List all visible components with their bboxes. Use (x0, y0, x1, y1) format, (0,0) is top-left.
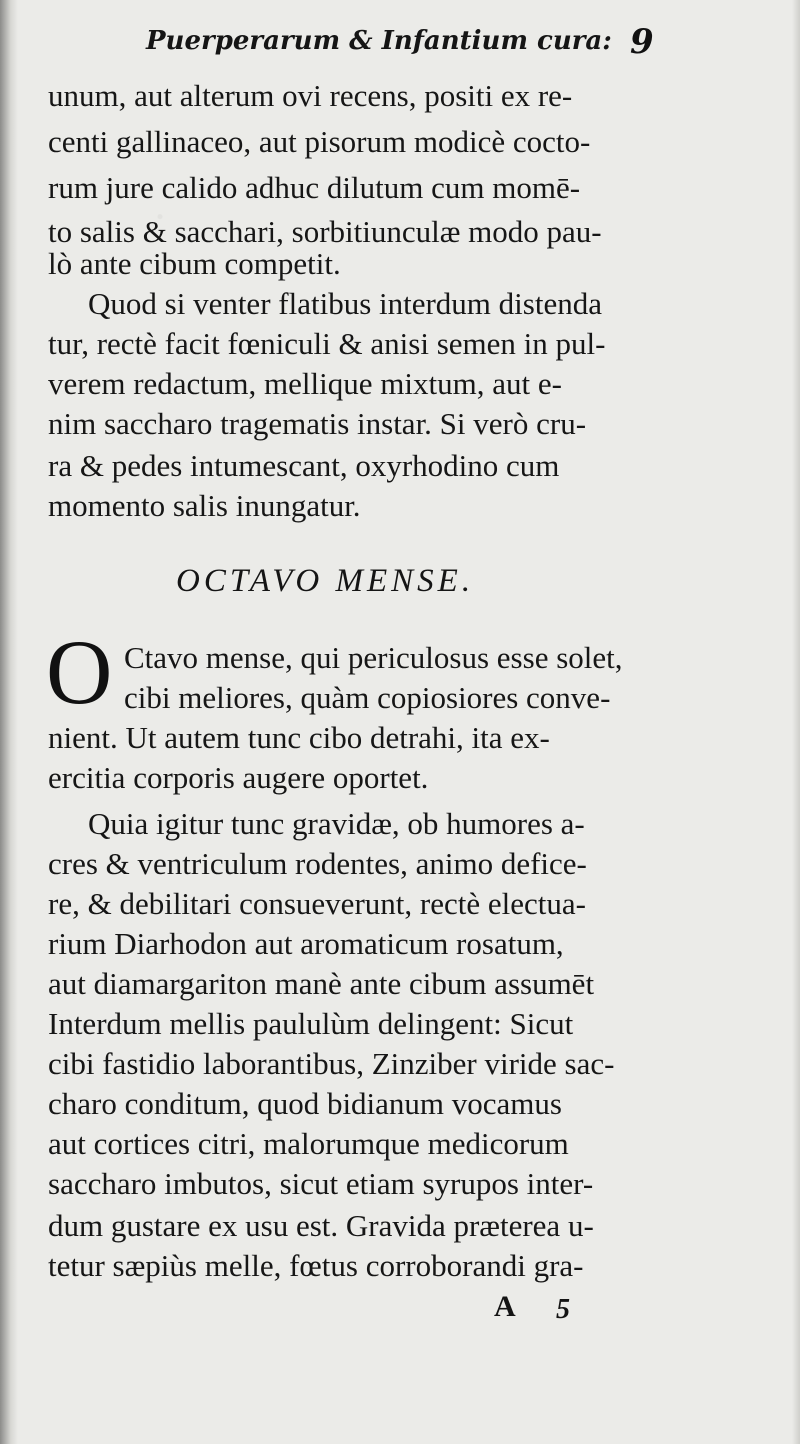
text-line: saccharo imbutos, sicut etiam syrupos inter- (48, 1166, 594, 1201)
section-heading: OCTAVO MENSE. (176, 563, 475, 599)
text-line: nient. Ut autem tunc cibo detrahi, ita ex- (48, 720, 550, 755)
text-line: to salis & sacchari, sorbitiunculæ modo pau- (48, 214, 602, 249)
drop-cap: O (46, 621, 113, 723)
text-line: Ctavo mense, qui periculosus esse solet, (124, 640, 623, 675)
text-line: unum, aut alterum ovi recens, positi ex re- (48, 78, 573, 113)
page-number: 9 (630, 22, 654, 62)
text-line: ra & pedes intumescant, oxyrhodino cum (48, 448, 560, 483)
text-line: momento salis inungatur. (48, 488, 361, 523)
running-head-title: Puerperarum & Infantium cura: (146, 26, 612, 56)
running-head (0, 22, 800, 62)
page-gutter-shadow (0, 0, 18, 1444)
text-line: rium Diarhodon aut aromaticum rosatum, (48, 926, 564, 961)
text-line: lò ante cibum competit. (48, 246, 341, 281)
text-line: charo conditum, quod bidianum vocamus (48, 1086, 562, 1121)
text-line: cres & ventriculum rodentes, animo defice- (48, 846, 587, 881)
text-line: nim saccharo tragematis instar. Si verò cru- (48, 406, 587, 441)
text-line: verem redactum, mellique mixtum, aut e- (48, 366, 562, 401)
text-line: Interdum mellis paululùm delingent: Sicut (48, 1006, 574, 1041)
text-line: aut cortices citri, malorumque medicorum (48, 1126, 569, 1161)
signature-letter: A (494, 1290, 516, 1323)
text-line: aut diamargariton manè ante cibum assumēt (48, 966, 595, 1001)
text-line: rum jure calido adhuc dilutum cum momē- (48, 170, 581, 205)
text-line: cibi meliores, quàm copiosiores conve- (124, 680, 611, 715)
text-line: Quod si venter flatibus interdum distenda (88, 286, 602, 321)
text-line: ercitia corporis augere oportet. (48, 760, 429, 795)
signature-number: 5 (556, 1294, 570, 1325)
text-line: tur, rectè facit fœniculi & anisi semen in pul- (48, 326, 606, 361)
text-line: cibi fastidio laborantibus, Zinziber viride sac- (48, 1046, 615, 1081)
page-edge-shadow (792, 0, 800, 1444)
text-line: centi gallinaceo, aut pisorum modicè cocto- (48, 124, 591, 159)
text-line: Quia igitur tunc gravidæ, ob humores a- (88, 806, 585, 841)
signature-mark (0, 1290, 800, 1340)
text-line: dum gustare ex usu est. Gravida præterea u- (48, 1208, 594, 1243)
text-line: tetur sæpiùs melle, fœtus corroborandi gra- (48, 1248, 584, 1283)
text-line: re, & debilitari consueverunt, rectè electua- (48, 886, 586, 921)
